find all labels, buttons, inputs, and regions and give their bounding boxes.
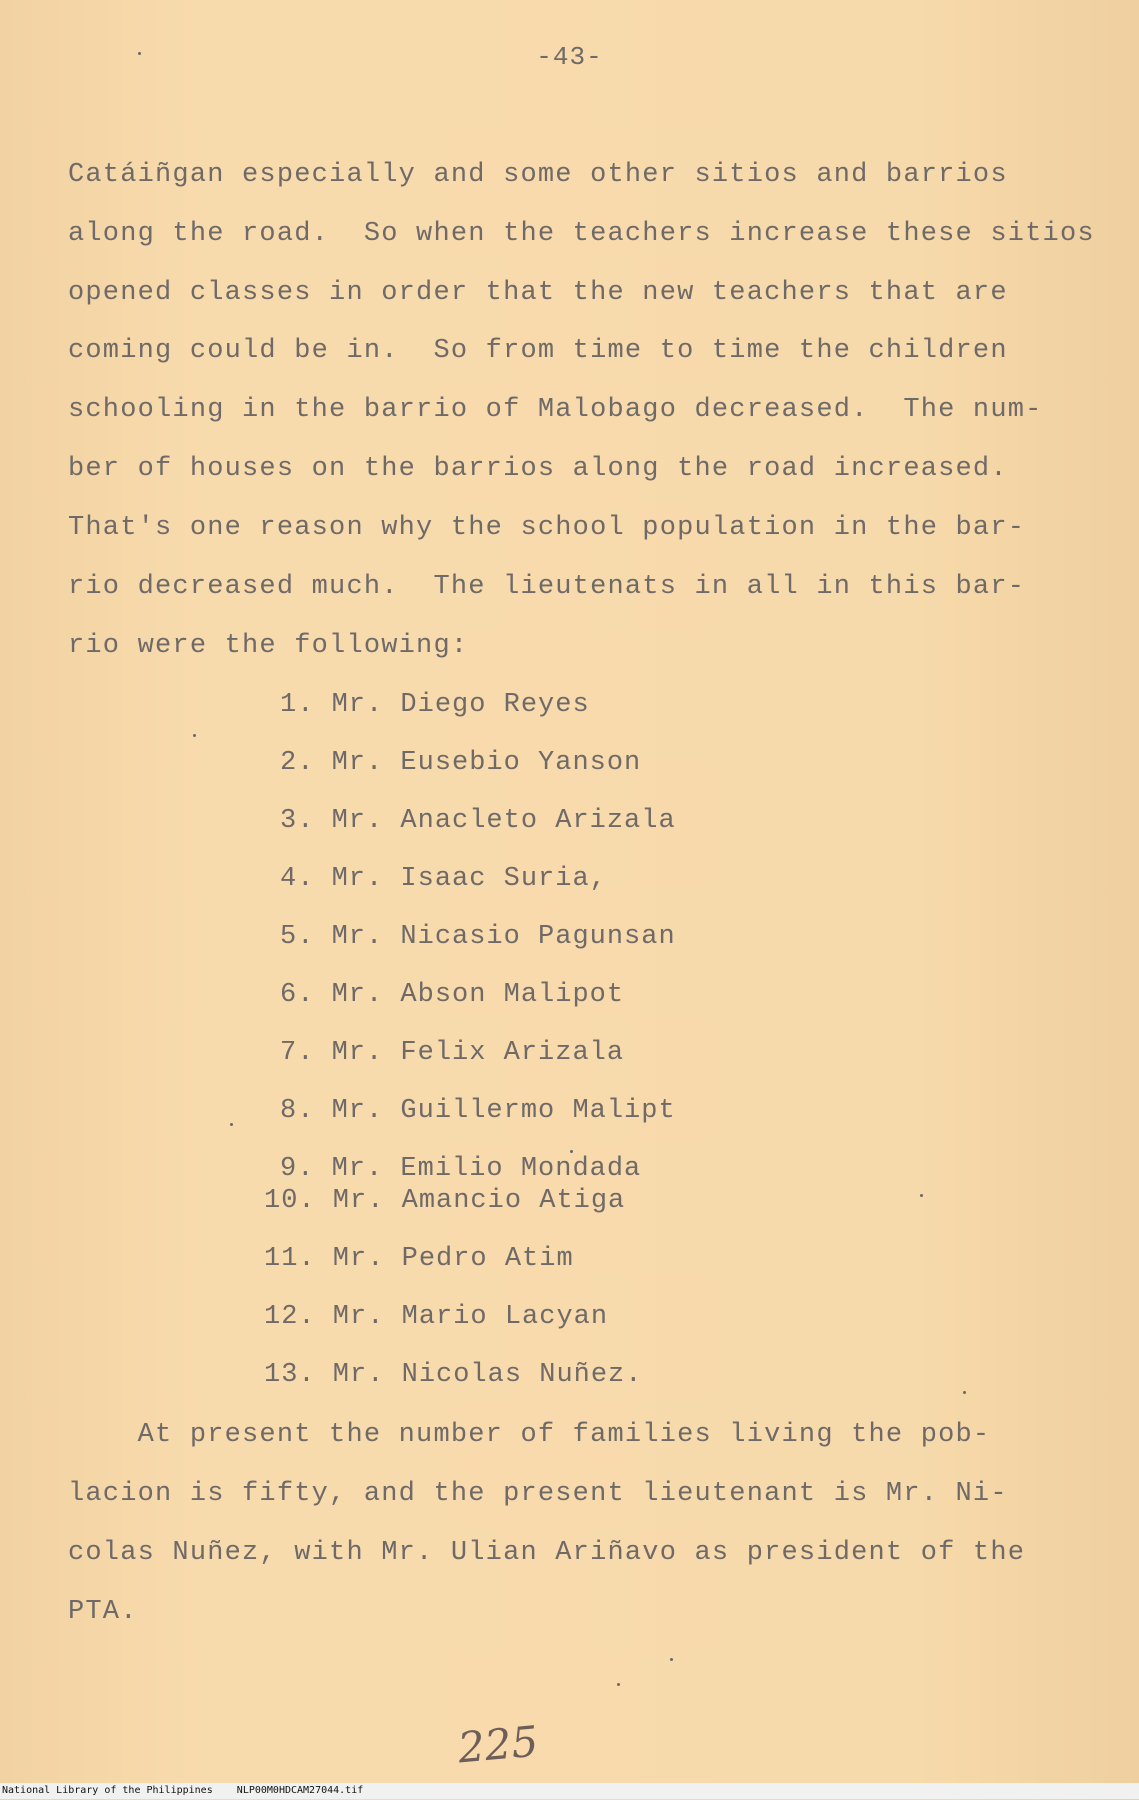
paper-speck [138,52,141,55]
archive-footer: National Library of the Philippines NLP00M0HDCAM27044.tif [0,1783,1139,1799]
paragraph-line: opened classes in order that the new teachers that are [68,278,1008,308]
lieutenant-list-item: 10. Mr. Amancio Atiga [264,1186,626,1216]
paragraph-line: At present the number of families living the pob- [68,1420,991,1450]
paper-speck [670,1658,673,1661]
paragraph-line: Catáiñgan especially and some other sitios and barrios [68,160,1008,190]
paper-speck [230,1123,233,1126]
lieutenant-list-item: 4. Mr. Isaac Suria, [280,864,607,894]
paragraph-line: along the road. So when the teachers increase these sitios [68,219,1095,249]
lieutenant-list-item: 8. Mr. Guillermo Malipt [280,1096,676,1126]
paragraph-line: colas Nuñez, with Mr. Ulian Ariñavo as president of the [68,1538,1026,1568]
lieutenant-list-item: 7. Mr. Felix Arizala [280,1038,625,1068]
paper-speck [617,1683,620,1686]
paragraph-line: rio were the following: [68,631,469,661]
paper-speck [920,1194,923,1197]
paragraph-line: rio decreased much. The lieutenats in all in this bar- [68,572,1026,602]
lieutenant-list-item: 3. Mr. Anacleto Arizala [280,806,676,836]
paper-speck [193,734,196,737]
paragraph-line: ber of houses on the barrios along the road increased. [68,454,1008,484]
paper-speck [570,1150,573,1153]
lieutenant-list-item: 11. Mr. Pedro Atim [264,1244,574,1274]
paragraph-line: PTA. [68,1597,138,1627]
lieutenant-list-item: 13. Mr. Nicolas Nuñez. [264,1360,643,1390]
lieutenant-list-item: 1. Mr. Diego Reyes [280,690,590,720]
lieutenant-list-item: 6. Mr. Abson Malipot [280,980,625,1010]
paragraph-line: That's one reason why the school population in the bar- [68,513,1026,543]
page-number: -43- [536,42,603,72]
handwritten-page-number: 225 [456,1716,541,1773]
lieutenant-list-item: 12. Mr. Mario Lacyan [264,1302,609,1332]
paper-speck [963,1391,966,1394]
paragraph-line: schooling in the barrio of Malobago decreased. The num- [68,395,1043,425]
paragraph-line: coming could be in. So from time to time the children [68,336,1008,366]
lieutenant-list-item: 9. Mr. Emilio Mondada [280,1154,642,1184]
lieutenant-list-item: 2. Mr. Eusebio Yanson [280,748,642,778]
lieutenant-list-item: 5. Mr. Nicasio Pagunsan [280,922,676,952]
paragraph-line: lacion is fifty, and the present lieutenant is Mr. Ni- [68,1479,1008,1509]
